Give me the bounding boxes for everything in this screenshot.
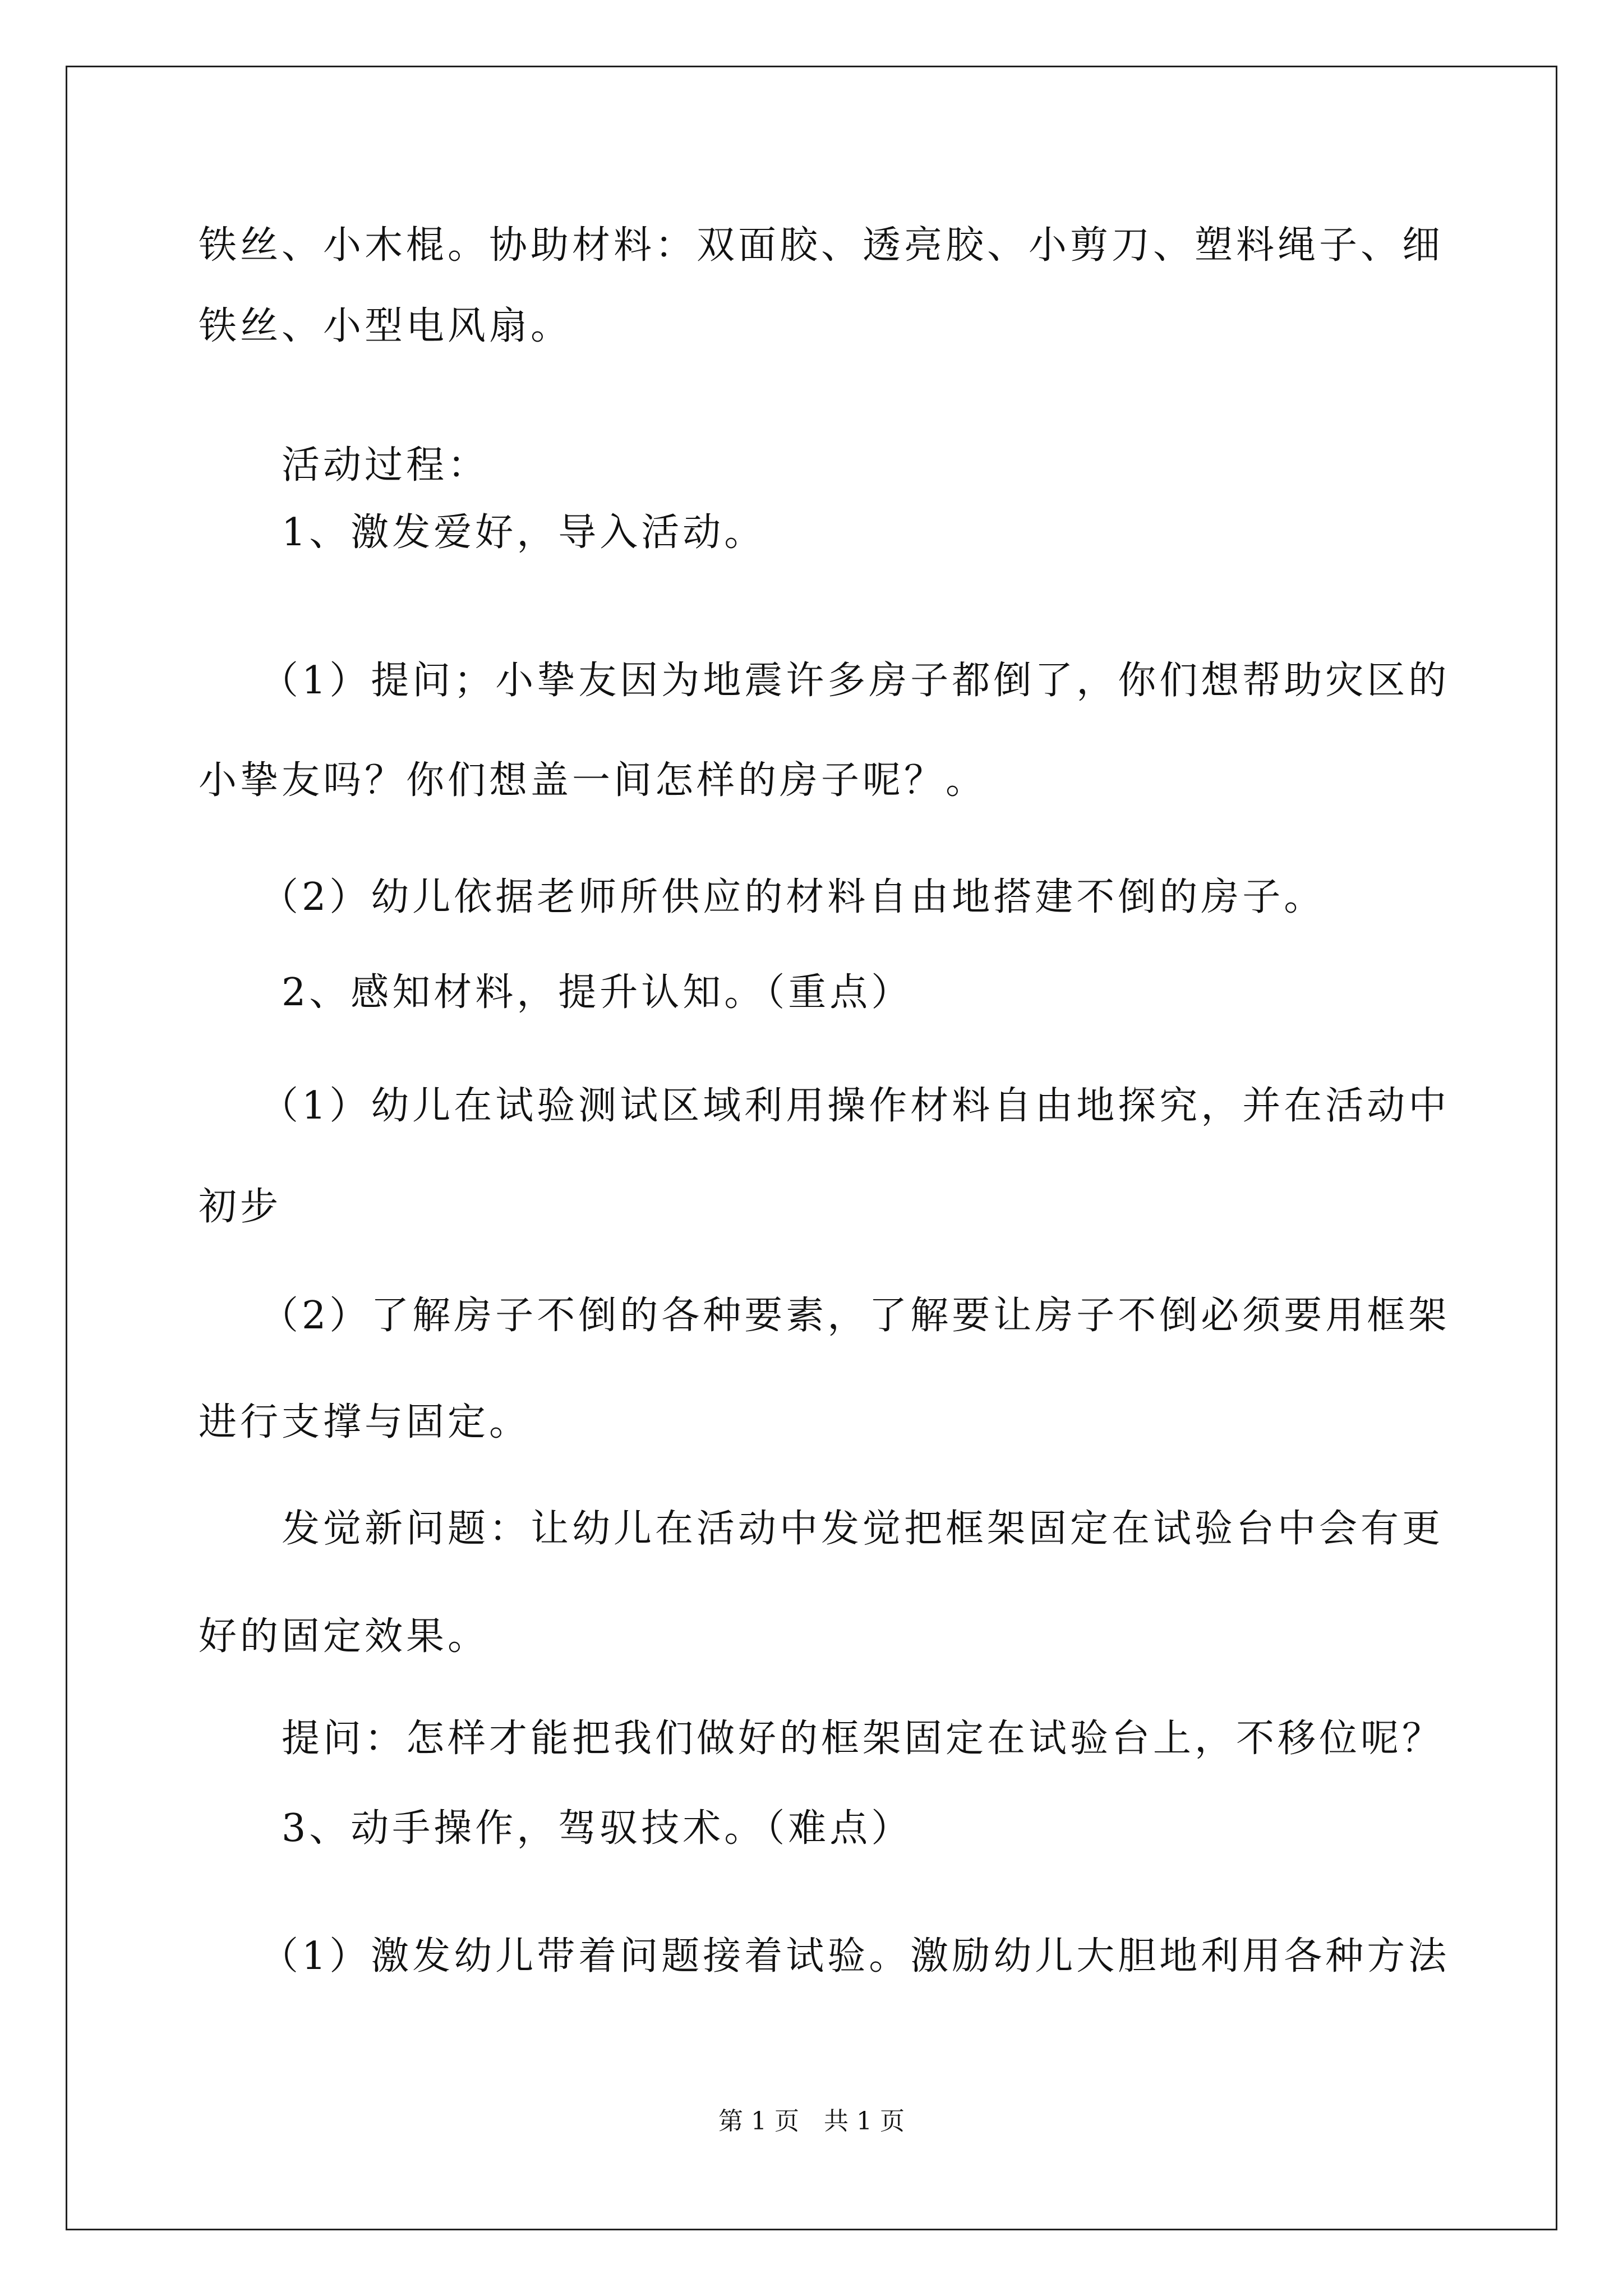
text-line: 铁丝、小型电风扇。 [199,304,573,348]
page-border [66,66,1557,2230]
text-line: （1）幼儿在试验测试区域利用操作材料自由地探究，并在活动中 [260,1084,1450,1128]
text-line: 初步 [199,1185,282,1229]
text-line: （2）了解房子不倒的各种要素，了解要让房子不倒必须要用框架 [260,1294,1450,1338]
page-footer: 第 1 页 共 1 页 [718,2107,905,2136]
text-line: 好的固定效果。 [199,1614,490,1659]
text-line: 提问：怎样才能把我们做好的框架固定在试验台上，不移位呢？ [282,1717,1444,1761]
text-line: 活动过程： [282,443,490,487]
text-line: 小挚友吗？你们想盖一间怎样的房子呢？。 [199,758,988,803]
text-line: （2）幼儿依据老师所供应的材料自由地搭建不倒的房子。 [260,875,1326,919]
text-line: （1）提问；小挚友因为地震许多房子都倒了，你们想帮助灾区的 [260,659,1450,703]
text-line: 铁丝、小木棍。协助材料：双面胶、透亮胶、小剪刀、塑料绳子、细 [199,223,1444,268]
text-line: 3、动手操作，驾驭技术。（难点） [282,1806,913,1851]
text-line: 进行支撑与固定。 [199,1400,531,1444]
text-line: 1、激发爱好，导入活动。 [282,510,766,555]
text-line: 发觉新问题：让幼儿在活动中发觉把框架固定在试验台中会有更 [282,1507,1444,1551]
text-line: 2、感知材料，提升认知。（重点） [282,970,913,1015]
text-line: （1）激发幼儿带着问题接着试验。激励幼儿大胆地利用各种方法 [260,1934,1450,1978]
